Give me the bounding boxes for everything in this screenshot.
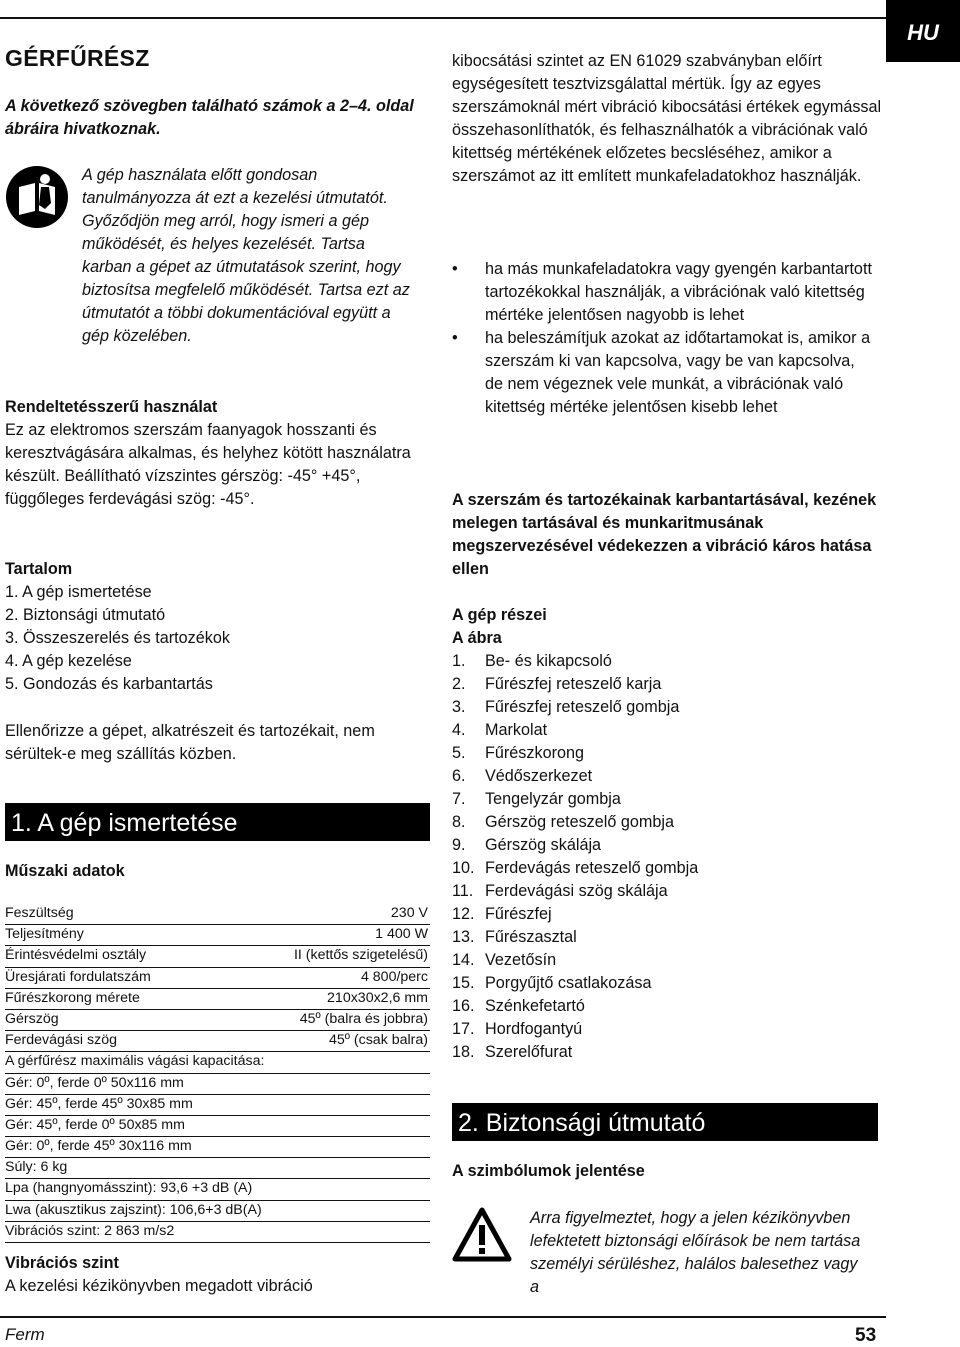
part-number: 1. [452,652,466,670]
list-item [452,1041,882,1064]
part-number: 4. [452,721,466,739]
part-label: Porgyűjtő csatlakozása [485,974,652,992]
spec-value: 1 400 W [375,926,428,943]
part-label: Szénkefetartó [485,997,585,1015]
part-label: Fűrészfej reteszelő karja [485,675,662,693]
part-label: Védőszerkezet [485,767,593,785]
spec-key: A gérfűrész maximális vágási kapacitása: [5,1053,265,1070]
spec-key: Gér: 45º, ferde 0º 50x85 mm [5,1116,185,1133]
spec-value: 45º (csak balra) [328,1032,428,1049]
part-number: 8. [452,813,466,831]
part-label: Be- és kikapcsoló [485,652,612,670]
table-row [5,904,430,925]
list-item [452,926,882,949]
warning-text: Arra figyelmeztet, hogy a jelen kézikönyvben lefektetett biztonsági előírások be nem tartása személyi sérüléshez, halálos balesethez vagy a [530,1209,861,1296]
part-label: Vezetősín [485,951,557,969]
list-item [452,788,882,811]
part-number: 14. [452,951,475,969]
parts-heading: A gép részei [452,606,547,624]
table-row [5,1222,430,1243]
table-row [5,1052,430,1073]
vibration-bullets [452,258,872,419]
spec-key: Üresjárati fordulatszám [5,968,151,985]
intended-use-text: Ez az elektromos szerszám faanyagok hosszanti és keresztvágására alkalmas, és helyhez kötött használatra készült. Beállítható vízszintes gérszög: -45° +45°, függőleges ferdevágási szög: -45°. [5,421,411,508]
intro-note: A következő szövegben található számok a 2–4. oldal ábráira hivatkoznak. [5,97,414,138]
vibration-heading: Vibrációs szint [5,1254,119,1272]
part-number: 12. [452,905,475,923]
part-number: 3. [452,698,466,716]
list-item [452,857,882,880]
part-number: 16. [452,997,475,1015]
list-item: 3. Összeszerelés és tartozékok [5,629,230,647]
part-label: Markolat [485,721,548,739]
part-label: Fűrészfej reteszelő gombja [485,698,680,716]
table-row [5,1116,430,1137]
list-item: • ha beleszámítjuk azokat az időtartamokat is, amikor a szerszám ki van kapcsolva, vagy be van kapcsolva, de nem végeznek vele munkát, a vibrációnak való kitettség mértéke jelentősen kisebb lehet [452,327,872,419]
spec-key: Teljesítmény [5,926,84,943]
part-label: Szerelőfurat [485,1043,573,1061]
list-item [452,719,882,742]
page-number: 53 [855,1325,877,1346]
contents-list [5,581,430,696]
spec-key: Súly: 6 kg [5,1159,68,1176]
table-row [5,1095,430,1116]
intended-use-heading: Rendeltetésszerű használat [5,398,218,416]
table-row [5,989,430,1010]
part-number: 18. [452,1043,475,1061]
table-row [5,1137,430,1158]
list-item: • ha más munkafeladatokra vagy gyengén karbantartott tartozékokkal használják, a vibrációnak való kitettség mértéke jelentősen nagyobb is lehet [452,258,872,327]
table-row [5,1179,430,1200]
list-item [452,949,882,972]
table-row [5,1158,430,1179]
list-item: 2. Biztonsági útmutató [5,606,166,624]
table-row [5,968,430,989]
part-number: 17. [452,1020,475,1038]
list-item: 4. A gép kezelése [5,652,132,670]
spec-key: Gér: 0º, ferde 0º 50x116 mm [5,1074,184,1091]
vibration-section [5,1252,430,1298]
tech-data-heading: Műszaki adatok [5,862,125,880]
warning-triangle-icon [452,1207,512,1263]
part-label: Gérszög skálája [485,836,602,854]
list-item [452,903,882,926]
list-item [452,1018,882,1041]
part-number: 11. [452,882,474,900]
page-title: GÉRFŰRÉSZ [5,45,150,71]
part-label: Tengelyzár gombja [485,790,621,808]
list-item [452,765,882,788]
part-label: Ferdevágási szög skálája [485,882,668,900]
top-rule [0,17,886,19]
part-number: 6. [452,767,466,785]
table-row [5,1010,430,1031]
part-label: Hordfogantyú [485,1020,583,1038]
bottom-rule [0,1316,886,1318]
figure-heading: A ábra [452,629,502,647]
contents-heading: Tartalom [5,560,73,578]
spec-key: Lpa (hangnyomásszint): 93,6 +3 dB (A) [5,1180,253,1197]
section-2-banner: 2. Biztonsági útmutató [452,1103,878,1141]
spec-key: Érintésvédelmi osztály [5,947,147,964]
part-label: Fűrészasztal [485,928,577,946]
spec-key: Lwa (akusztikus zajszint): 106,6+3 dB(A) [5,1201,262,1218]
part-label: Ferdevágás reteszelő gombja [485,859,699,877]
spec-value: 210x30x2,6 mm [327,989,428,1006]
intended-use-section [5,396,430,511]
vibration-text: A kezelési kézikönyvben megadott vibráció [5,1277,313,1295]
part-number: 9. [452,836,466,854]
table-row [5,946,430,967]
list-item [452,811,882,834]
footer-brand: Ferm [5,1325,45,1344]
spec-key: Gérszög [5,1010,59,1027]
spec-key: Fűrészkorong mérete [5,989,140,1006]
list-item [452,650,882,673]
vibration-continued-text: kibocsátási szintet az EN 61029 szabványban előírt egységesített tesztvizsgálattal mértük. Így az egyes szerszámoknál mért vibráció kibocsátási értékek egymással összehasonlíthatók, és felhasználhatók a vibrációnak való kitettség mértékének előzetes becsléséhez, amikor a szerszámot az itt említett munkafeladatokhoz használják. [452,52,882,185]
spec-key: Ferdevágási szög [5,1032,117,1049]
part-number: 2. [452,675,466,693]
language-tab: HU [886,0,960,62]
list-item [452,742,882,765]
part-label: Gérszög reteszelő gombja [485,813,674,831]
section-1-banner: 1. A gép ismertetése [5,803,430,841]
list-item [452,834,882,857]
spec-key: Gér: 45º, ferde 45º 30x85 mm [5,1095,193,1112]
spec-key: Vibrációs szint: 2 863 m/s2 [5,1222,175,1239]
part-number: 7. [452,790,466,808]
part-number: 15. [452,974,475,992]
part-number: 10. [452,859,475,877]
intro-paragraph: A gép használata előtt gondosan tanulmányozza át ezt a kezelési útmutatót. Győződjön meg arról, hogy ismeri a gép működését, és helyes kezelését. Tartsa karban a gépet az útmutatások szerint, hogy biztosítsa megfelelő működését. Tartsa ezt az útmutatót a többi dokumentációval együtt a gép közelében. [82,166,410,345]
spec-table [5,904,430,1243]
vibration-protection-note: A szerszám és tartozékainak karbantartásával, kezének melegen tartásával és munkaritmusának megszervezésével védekezzen a vibráció káros hatása ellen [452,491,877,578]
spec-key: Feszültség [5,905,74,921]
table-row [5,925,430,946]
check-note: Ellenőrizze a gépet, alkatrészeit és tartozékait, nem sérültek-e meg szállítás közben. [5,722,375,763]
read-manual-icon [5,165,69,229]
table-row [5,1031,430,1052]
parts-list [452,650,882,1064]
spec-value: 4 800/perc [360,968,428,985]
part-number: 5. [452,744,466,762]
spec-value: II (kettős szigetelésű) [293,947,428,964]
table-row [5,1074,430,1095]
symbols-heading: A szimbólumok jelentése [452,1162,645,1180]
list-item: 5. Gondozás és karbantartás [5,675,213,693]
parts-section [452,604,882,1064]
spec-key: Gér: 0º, ferde 45º 30x116 mm [5,1138,192,1155]
spec-value: 45º (balra és jobbra) [299,1010,428,1027]
list-item [452,972,882,995]
list-item [452,995,882,1018]
table-row [5,1201,430,1222]
list-item: 1. A gép ismertetése [5,583,152,601]
spec-value: 230 V [390,905,428,921]
list-item [452,880,882,903]
contents-section [5,558,430,696]
part-label: Fűrészkorong [485,744,584,762]
part-label: Fűrészfej [485,905,552,923]
list-item [452,696,882,719]
list-item [452,673,882,696]
part-number: 13. [452,928,475,946]
